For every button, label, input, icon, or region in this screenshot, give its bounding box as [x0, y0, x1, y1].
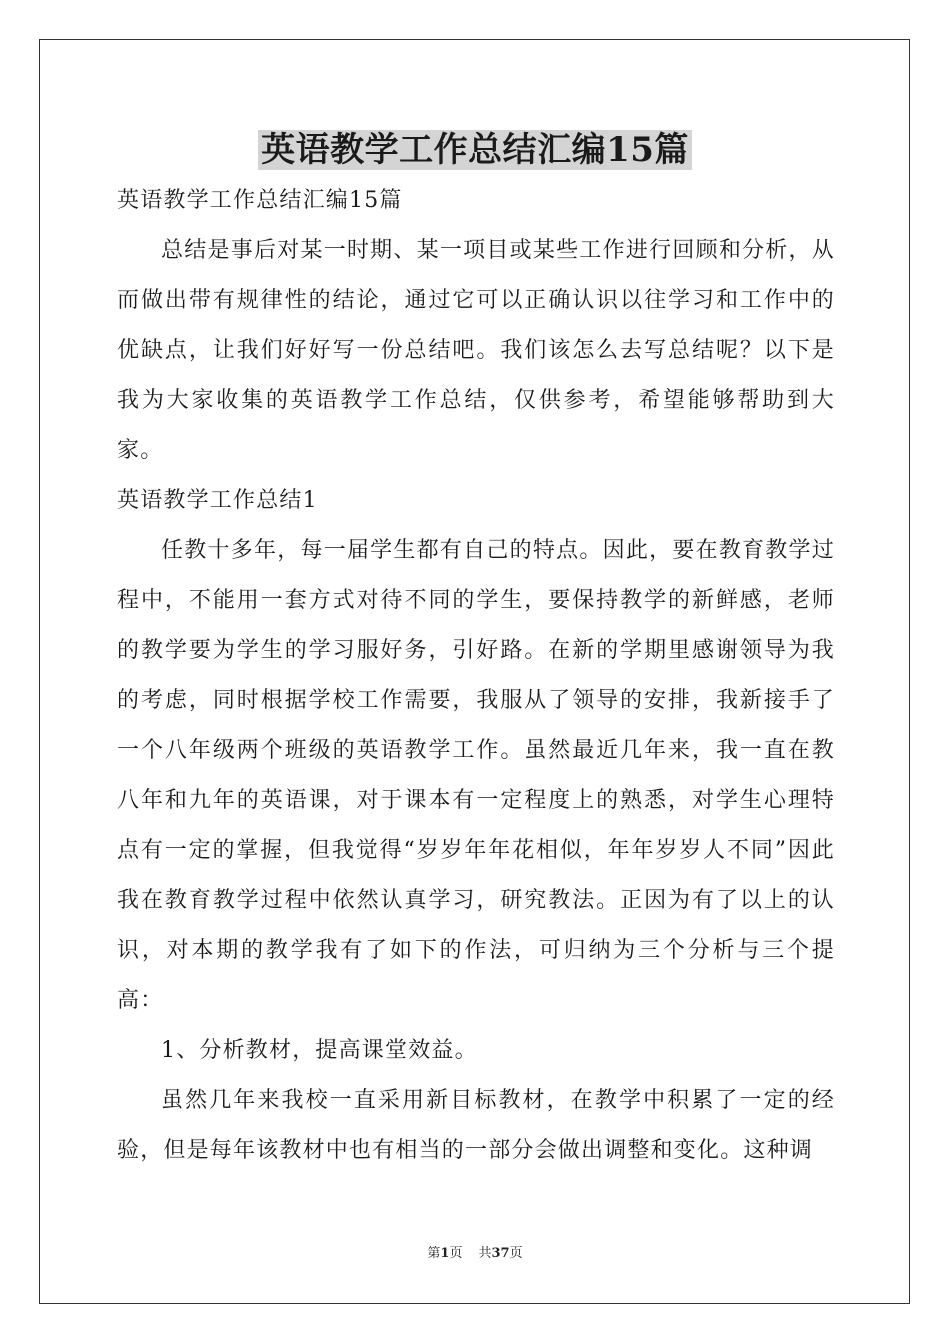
page-footer	[0, 1244, 950, 1264]
footer-total-suffix: 页	[509, 1246, 523, 1261]
paragraph-subtitle: 英语教学工作总结汇编15篇	[117, 188, 403, 213]
paragraph-body: 虽然几年来我校一直采用新目标教材，在教学中积累了一定的经验，但是每年该教材中也有相当的一部分会做出调整和变化。这种调	[117, 1088, 835, 1163]
footer-page-prefix: 第	[427, 1246, 441, 1261]
document-title	[0, 124, 950, 176]
document-title-text: 英语教学工作总结汇编15篇	[258, 130, 692, 170]
paragraph-intro: 总结是事后对某一时期、某一项目或某些工作进行回顾和分析，从而做出带有规律性的结论，通过它可以正确认识以往学习和工作中的优缺点，让我们好好写一份总结吧。我们该怎么去写总结呢？以下是我为大家收集的英语教学工作总结，仅供参考，希望能够帮助到大家。	[117, 238, 835, 463]
footer-total-pages: 37	[491, 1246, 510, 1261]
list-item-heading: 1、分析教材，提高课堂效益。	[161, 1038, 478, 1063]
document-body	[117, 176, 835, 1176]
footer-page-suffix: 页	[449, 1246, 463, 1261]
paragraph-body: 任教十多年，每一届学生都有自己的特点。因此，要在教育教学过程中，不能用一套方式对待不同的学生，要保持教学的新鲜感，老师的教学要为学生的学习服好务，引好路。在新的学期里感谢领导为我的考虑，同时根据学校工作需要，我服从了领导的安排，我新接手了一个八年级两个班级的英语教学工作。虽然最近几年来，我一直在教八年和九年的英语课，对于课本有一定程度上的熟悉，对学生心理特点有一定的掌握，但我觉得“岁岁年年花相似，年年岁岁人不同”因此我在教育教学过程中依然认真学习，研究教法。正因为有了以上的认识，对本期的教学我有了如下的作法，可归纳为三个分析与三个提高：	[117, 538, 835, 1013]
footer-page-number: 1	[440, 1246, 450, 1261]
footer-total-prefix: 共	[478, 1246, 492, 1261]
section-heading: 英语教学工作总结1	[117, 488, 318, 513]
